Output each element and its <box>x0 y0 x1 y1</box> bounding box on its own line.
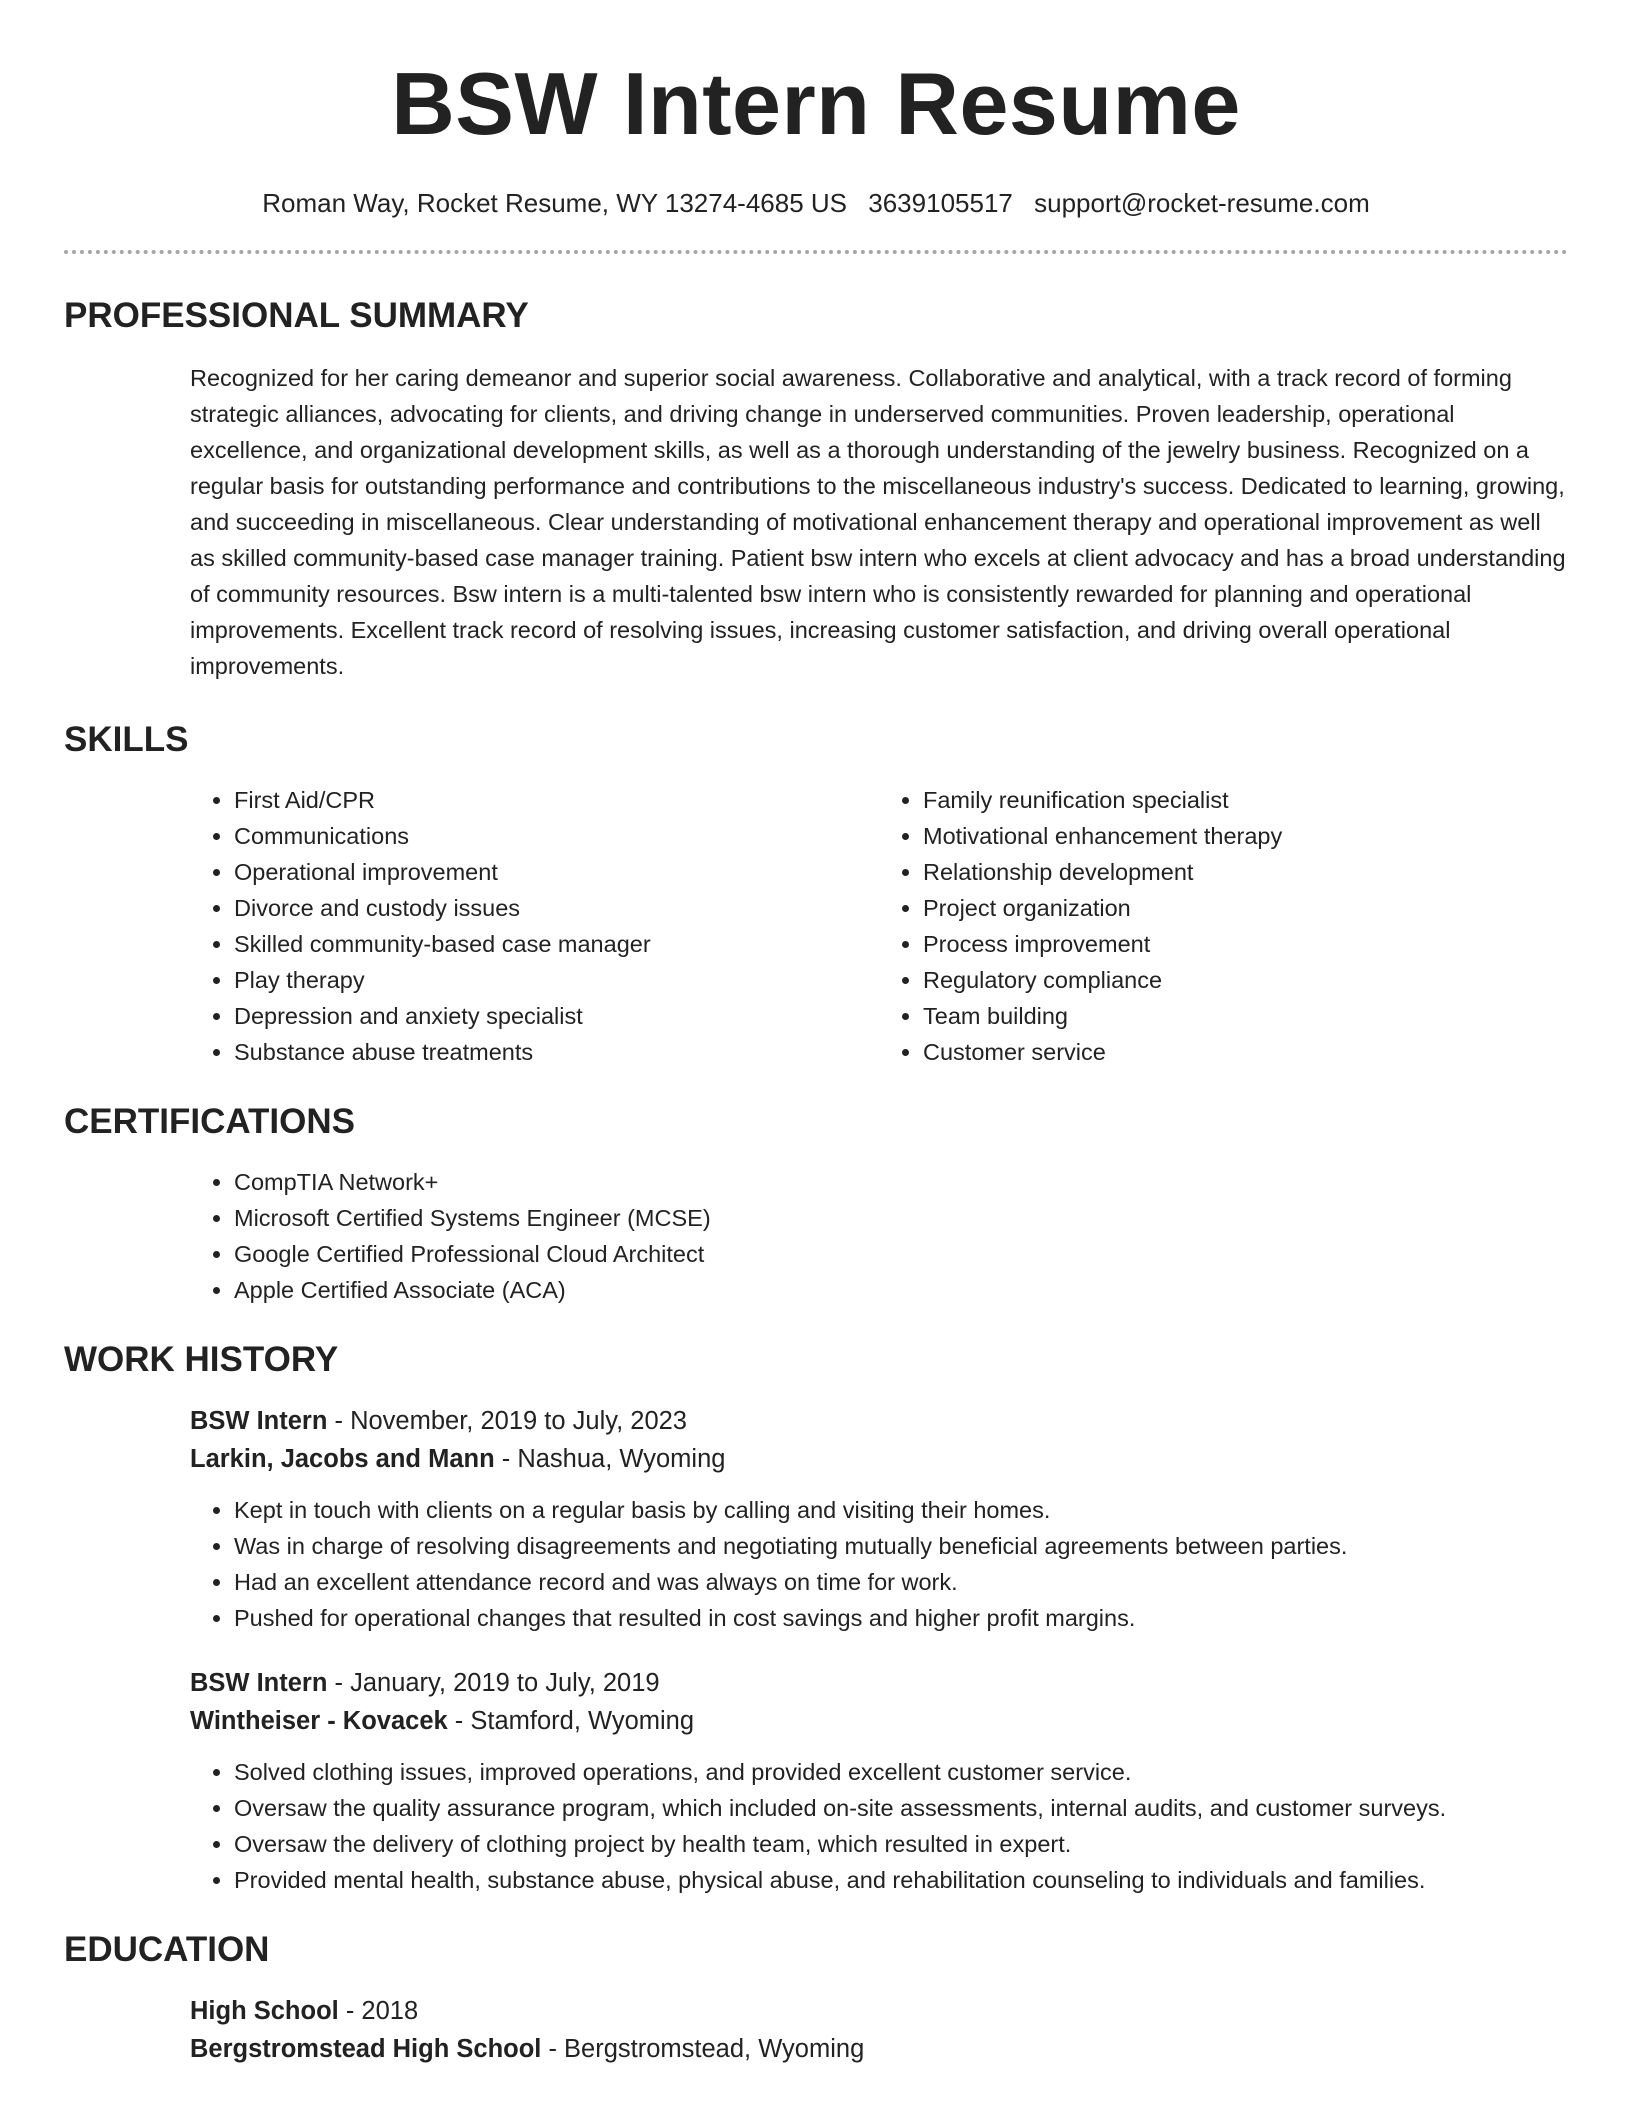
skill-item: • Divorce and custody issues <box>234 890 879 926</box>
certifications-heading: CERTIFICATIONS <box>64 1102 356 1141</box>
skill-item: • Skilled community-based case manager <box>234 926 879 962</box>
job-bullet: • Solved clothing issues, improved operations, and provided excellent customer service. <box>234 1754 1568 1790</box>
summary-text: Recognized for her caring demeanor and superior social awareness. Collaborative and analytical, with a track record of forming strategic alliances, advocating for clients, and driving change in underserved communities. Proven leadership, operational excellence, and organizational development skills, as well as a thorough understanding of the jewelry business. Recognized on a regular basis for outstanding performance and contributions to the miscellaneous industry's success. Dedicated to learning, growing, and succeeding in miscellaneous. Clear understanding of motivational enhancement therapy and operational improvement as well as skilled community-based case manager training. Patient bsw intern who excels at client advocacy and has a broad understanding of community resources. Bsw intern is a multi-talented bsw intern who is consistently rewarded for planning and operational improvements. Excellent track record of resolving issues, increasing customer satisfaction, and driving overall operational improvements. <box>190 365 1566 679</box>
job-bullet: • Provided mental health, substance abuse, physical abuse, and rehabilitation counseling to individuals and families. <box>234 1862 1568 1898</box>
job-company: Larkin, Jacobs and Mann <box>190 1445 495 1473</box>
skill-item: • Operational improvement <box>234 854 879 890</box>
job-dates: - November, 2019 to July, 2023 <box>327 1407 687 1435</box>
job-title-line <box>190 1402 1568 1440</box>
certification-item: • Google Certified Professional Cloud Architect <box>234 1236 1568 1272</box>
summary-heading: PROFESSIONAL SUMMARY <box>64 296 529 335</box>
skills-list-left <box>190 782 879 1070</box>
school-line <box>190 2030 1568 2068</box>
skill-item: • Process improvement <box>923 926 1568 962</box>
work-history-section <box>64 1338 1568 1898</box>
contact-address: Roman Way, Rocket Resume, WY 13274-4685 US <box>262 188 848 218</box>
education-entry <box>190 1992 1568 2068</box>
skill-item: • Customer service <box>923 1034 1568 1070</box>
job-company-line <box>190 1440 1568 1478</box>
skill-item: • Relationship development <box>923 854 1568 890</box>
job-location: - Nashua, Wyoming <box>494 1445 726 1473</box>
certification-item: • Microsoft Certified Systems Engineer (MCSE) <box>234 1200 1568 1236</box>
skill-item: • Family reunification specialist <box>923 782 1568 818</box>
job-title-line <box>190 1664 1568 1702</box>
job-bullet: • Kept in touch with clients on a regular basis by calling and visiting their homes. <box>234 1492 1568 1528</box>
job-entry <box>190 1664 1568 1898</box>
skill-item: • Regulatory compliance <box>923 962 1568 998</box>
job-bullet: • Pushed for operational changes that resulted in cost savings and higher profit margins. <box>234 1600 1568 1636</box>
job-bullets <box>190 1492 1568 1636</box>
skill-item: • Team building <box>923 998 1568 1034</box>
job-bullet: • Had an excellent attendance record and was always on time for work. <box>234 1564 1568 1600</box>
header-divider <box>64 250 1568 254</box>
contact-line <box>64 186 1568 220</box>
certifications-list <box>190 1164 1568 1308</box>
job-company: Wintheiser - Kovacek <box>190 1707 448 1735</box>
education-section <box>64 1928 1568 2068</box>
skills-list-right <box>879 782 1568 1070</box>
job-bullets <box>190 1754 1568 1898</box>
skill-item: • Depression and anxiety specialist <box>234 998 879 1034</box>
job-bullet: • Oversaw the quality assurance program, which included on-site assessments, internal audits, and customer surveys. <box>234 1790 1568 1826</box>
school-location: - Bergstromstead, Wyoming <box>541 2035 865 2063</box>
skill-item: • Communications <box>234 818 879 854</box>
contact-phone: 3639105517 <box>868 188 1013 218</box>
work-history-heading: WORK HISTORY <box>64 1340 339 1379</box>
skill-item: • Motivational enhancement therapy <box>923 818 1568 854</box>
job-bullet: • Was in charge of resolving disagreements and negotiating mutually beneficial agreements between parties. <box>234 1528 1568 1564</box>
skills-columns <box>190 782 1568 1070</box>
skill-item: • Substance abuse treatments <box>234 1034 879 1070</box>
resume-title: BSW Intern Resume <box>391 54 1241 153</box>
job-title: BSW Intern <box>190 1669 328 1697</box>
certification-item: • Apple Certified Associate (ACA) <box>234 1272 1568 1308</box>
skill-item: • Play therapy <box>234 962 879 998</box>
certifications-section <box>64 1100 1568 1308</box>
job-title: BSW Intern <box>190 1407 328 1435</box>
job-bullet: • Oversaw the delivery of clothing project by health team, which resulted in expert. <box>234 1826 1568 1862</box>
degree-year: - 2018 <box>338 1997 419 2025</box>
contact-email: support@rocket-resume.com <box>1034 188 1370 218</box>
degree: High School <box>190 1997 339 2025</box>
skill-item: • First Aid/CPR <box>234 782 879 818</box>
education-heading: EDUCATION <box>64 1930 270 1969</box>
job-location: - Stamford, Wyoming <box>447 1707 695 1735</box>
skill-item: • Project organization <box>923 890 1568 926</box>
summary-section <box>64 294 1568 684</box>
certification-item: • CompTIA Network+ <box>234 1164 1568 1200</box>
job-company-line <box>190 1702 1568 1740</box>
skills-section <box>64 718 1568 1070</box>
skills-heading: SKILLS <box>64 720 189 759</box>
job-entry <box>190 1402 1568 1636</box>
degree-line <box>190 1992 1568 2030</box>
job-dates: - January, 2019 to July, 2019 <box>327 1669 660 1697</box>
school-name: Bergstromstead High School <box>190 2035 542 2063</box>
